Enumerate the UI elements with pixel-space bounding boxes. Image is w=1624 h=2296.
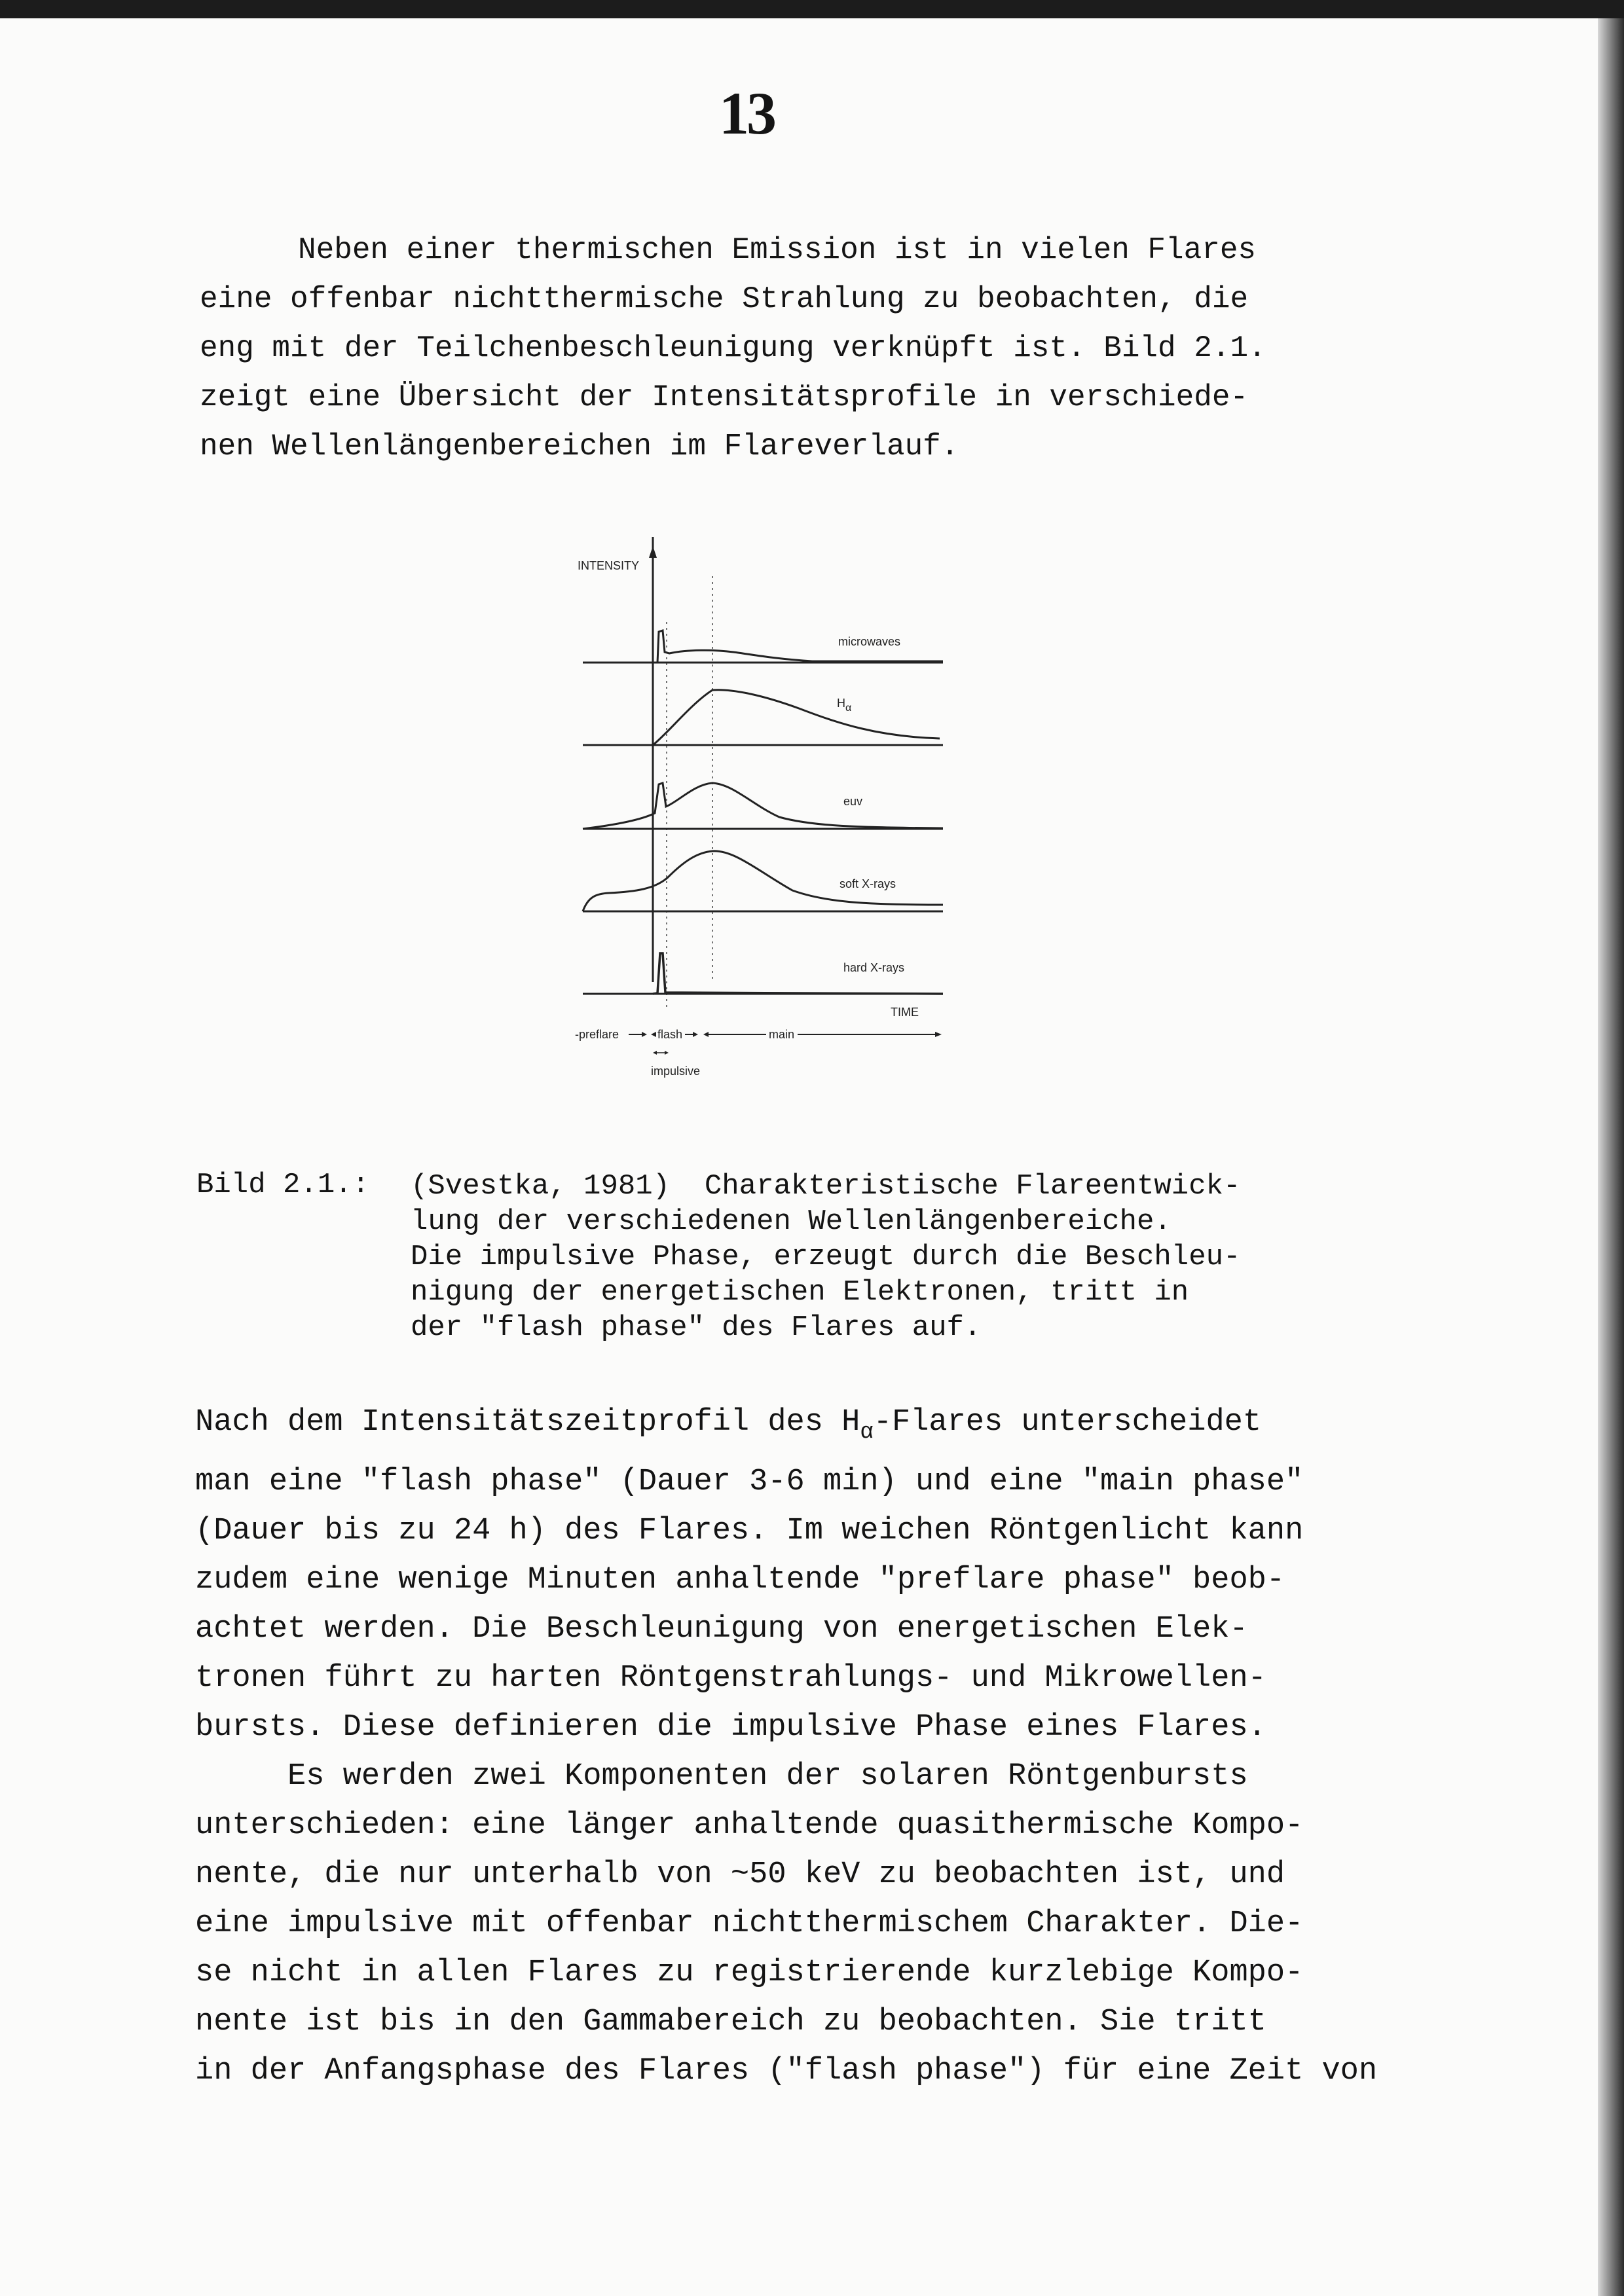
microwaves-label: microwaves [838, 635, 901, 648]
caption-line: Die impulsive Phase, erzeugt durch die Beschleu- [411, 1241, 1241, 1273]
flare-profile-figure [563, 537, 956, 1100]
intensity-axis-arrow [649, 546, 657, 558]
time-axis-label: TIME [891, 1006, 919, 1019]
softx-label: soft X-rays [840, 877, 896, 890]
page-number: 13 [719, 80, 774, 147]
main-arrow-right [935, 1032, 942, 1037]
caption-label: Bild 2.1.: [196, 1169, 370, 1201]
text-line: eine impulsive mit offenbar nichtthermischem Charakter. Die- [195, 1906, 1304, 1941]
text-line: Es werden zwei Komponenten der solaren Röntgenbursts [195, 1759, 1248, 1794]
text-line: tronen führt zu harten Röntgenstrahlungs- und Mikrowellen- [195, 1661, 1266, 1696]
halpha-curve [653, 690, 940, 745]
text-line: zeigt eine Übersicht der Intensitätsprofile in verschiede- [200, 380, 1249, 414]
text-line: bursts. Diese definieren die impulsive Phase eines Flares. [195, 1710, 1266, 1745]
text-line: (Dauer bis zu 24 h) des Flares. Im weichen Röntgenlicht kann [195, 1514, 1304, 1548]
text-line: zudem eine wenige Minuten anhaltende "preflare phase" beob- [195, 1563, 1285, 1597]
main-paragraph [195, 1398, 1377, 2096]
euv-curve [583, 783, 943, 829]
intensity-axis-label: INTENSITY [578, 559, 640, 572]
euv-label: euv [843, 795, 863, 808]
hardx-label: hard X-rays [843, 961, 905, 974]
halpha-label: Hα [837, 697, 852, 714]
text-line: Nach dem Intensitätszeitprofil des $H_\alpha$-Flares unterscheidet [195, 1405, 1262, 1445]
text-line: achtet werden. Die Beschleunigung von energetischen Elek- [195, 1612, 1248, 1647]
alpha-subscript: α [860, 1420, 874, 1445]
caption-line: (Svestka, 1981) Charakteristische Flareentwick- [411, 1170, 1241, 1203]
text-line: nente, die nur unterhalb von ~50 keV zu beobachten ist, und [195, 1857, 1285, 1892]
text-line: unterschieden: eine länger anhaltende quasithermische Kompo- [195, 1808, 1304, 1843]
page-edge-shadow [1598, 18, 1624, 2296]
caption-line: lung der verschiedenen Wellenlängenbereiche. [411, 1205, 1172, 1238]
text-line: man eine "flash phase" (Dauer 3-6 min) und eine "main phase" [195, 1465, 1304, 1499]
intro-paragraph [200, 226, 1266, 471]
impulsive-label: impulsive [651, 1065, 701, 1078]
figure-caption [411, 1169, 1240, 1345]
preflare-label: -preflare [575, 1028, 619, 1041]
main-arrow-left [703, 1032, 709, 1037]
caption-line: der "flash phase" des Flares auf. [411, 1311, 982, 1344]
text-line: se nicht in allen Flares zu registrierende kurzlebige Kompo- [195, 1956, 1304, 1990]
main-label: main [769, 1028, 795, 1041]
caption-line: nigung der energetischen Elektronen, tritt in [411, 1276, 1189, 1309]
flash-arrow-left [651, 1032, 656, 1037]
text-line: in der Anfangsphase des Flares ("flash phase") für eine Zeit von [195, 2054, 1378, 2088]
text-line: nen Wellenlängenbereichen im Flareverlauf. [200, 429, 959, 464]
text-line: nente ist bis in den Gammabereich zu beobachten. Sie tritt [195, 2005, 1266, 2039]
text-line: eng mit der Teilchenbeschleunigung verknüpft ist. Bild 2.1. [200, 331, 1266, 365]
text-line: eine offenbar nichtthermische Strahlung zu beobachten, die [200, 282, 1249, 316]
text-line: Neben einer thermischen Emission ist in vielen Flares [298, 233, 1257, 267]
flash-label: flash [657, 1028, 683, 1041]
